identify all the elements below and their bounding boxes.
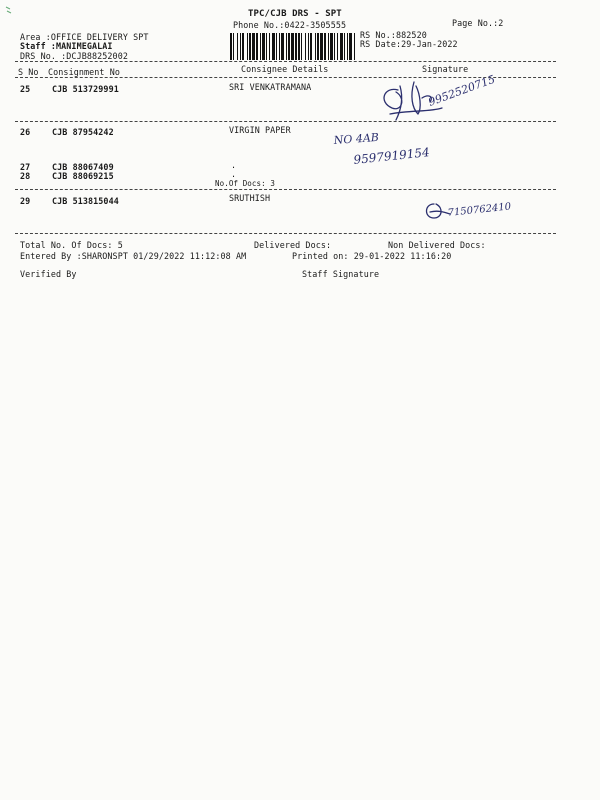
total-docs: Total No. Of Docs: 5 xyxy=(20,240,123,250)
barcode-bar xyxy=(249,33,251,60)
barcode-bar xyxy=(242,33,244,60)
barcode-bar xyxy=(305,33,306,60)
row-consignment: CJB 88069215 xyxy=(52,171,114,181)
staff-signature: Staff Signature xyxy=(302,269,380,279)
barcode-bar xyxy=(310,33,312,60)
barcode-bar xyxy=(286,33,287,60)
row-consignment: CJB 87954242 xyxy=(52,127,114,137)
row-sno: 29 xyxy=(20,196,31,206)
barcode-bar xyxy=(272,33,275,60)
barcode-bar xyxy=(281,33,284,60)
printed-on: Printed on: 29-01-2022 11:16:20 xyxy=(292,251,452,261)
row-sno: 27 xyxy=(20,162,31,172)
col-consignment: Consignment No xyxy=(48,67,120,77)
barcode-bar xyxy=(266,33,267,60)
barcode-bar xyxy=(295,33,297,60)
handwritten-signature xyxy=(370,68,510,128)
barcode-bar xyxy=(337,33,338,60)
row-consignee: SRI VENKATRAMANA xyxy=(229,82,312,92)
verified-by: Verified By xyxy=(20,269,77,279)
group-doc-count: No.Of Docs: 3 xyxy=(215,179,275,188)
barcode-bar xyxy=(269,33,270,60)
divider xyxy=(15,61,556,62)
report-title: TPC/CJB DRS - SPT xyxy=(248,9,342,19)
row-consignee: VIRGIN PAPER xyxy=(229,125,291,135)
divider xyxy=(15,189,556,190)
barcode-bar xyxy=(288,33,290,60)
barcode-bar xyxy=(276,33,277,60)
col-consignee: Consignee Details xyxy=(241,64,329,74)
barcode-bar xyxy=(315,33,316,60)
rs-date: RS Date:29-Jan-2022 xyxy=(360,39,458,49)
barcode-bar xyxy=(320,33,323,60)
barcode-bar xyxy=(291,33,294,60)
barcode-bar xyxy=(298,33,300,60)
barcode-bar xyxy=(344,33,345,60)
barcode-bar xyxy=(330,33,333,60)
rs-number: RS No.:882520 xyxy=(360,30,427,40)
divider xyxy=(15,121,556,122)
barcode-bar xyxy=(237,33,238,60)
area-label: Area :OFFICE DELIVERY SPT xyxy=(20,32,149,42)
handwritten-phone: 9597919154 xyxy=(352,145,431,167)
barcode-bar xyxy=(349,33,352,60)
signature-phone-number: 9952520715 xyxy=(426,72,497,109)
barcode-bar xyxy=(240,33,241,60)
divider xyxy=(15,233,556,234)
barcode-bar xyxy=(324,33,326,60)
staff-label: Staff :MANIMEGALAI xyxy=(20,41,113,51)
row-consignee: SRUTHISH xyxy=(229,193,271,203)
barcode-bar xyxy=(233,33,234,60)
drs-number: DRS No. :DCJB88252002 xyxy=(20,51,128,61)
phone-number: Phone No.:0422-3505555 xyxy=(233,20,347,30)
handwritten-signature xyxy=(420,192,540,226)
barcode-bar xyxy=(247,33,248,60)
barcode-bar xyxy=(260,33,261,60)
row-consignee: . xyxy=(231,160,237,170)
barcode-bar xyxy=(347,33,348,60)
entered-by: Entered By :SHARONSPT 01/29/2022 11:12:08 AM xyxy=(20,251,247,261)
barcode-bar xyxy=(252,33,255,60)
barcode-bar xyxy=(301,33,302,60)
barcode-bar xyxy=(340,33,343,60)
barcode-bar xyxy=(328,33,329,60)
col-sno: S No xyxy=(18,67,39,77)
delivered-docs: Delivered Docs: xyxy=(254,240,332,250)
barcode-bar xyxy=(308,33,309,60)
barcode-bar xyxy=(317,33,319,60)
col-signature: Signature xyxy=(422,64,469,74)
row-sno: 28 xyxy=(20,171,31,181)
row-sno: 25 xyxy=(20,84,31,94)
barcode xyxy=(229,33,356,60)
barcode-bar xyxy=(354,33,355,60)
page-number: Page No.:2 xyxy=(452,18,504,28)
row-sno: 26 xyxy=(20,127,31,137)
row-consignment: CJB 513815044 xyxy=(52,196,119,206)
scan-corner-mark xyxy=(4,5,14,15)
handwritten-address: NO 4AB xyxy=(333,130,380,147)
barcode-bar xyxy=(230,33,232,60)
barcode-bar xyxy=(256,33,258,60)
signature-phone-number: 7150762410 xyxy=(447,201,512,219)
non-delivered-docs: Non Delivered Docs: xyxy=(388,240,486,250)
row-consignment: CJB 513729991 xyxy=(52,84,119,94)
row-consignment: CJB 88067409 xyxy=(52,162,114,172)
barcode-bar xyxy=(279,33,280,60)
row-consignee: . xyxy=(231,169,237,179)
handwritten-note xyxy=(330,128,470,173)
barcode-bar xyxy=(334,33,335,60)
barcode-bar xyxy=(262,33,265,60)
